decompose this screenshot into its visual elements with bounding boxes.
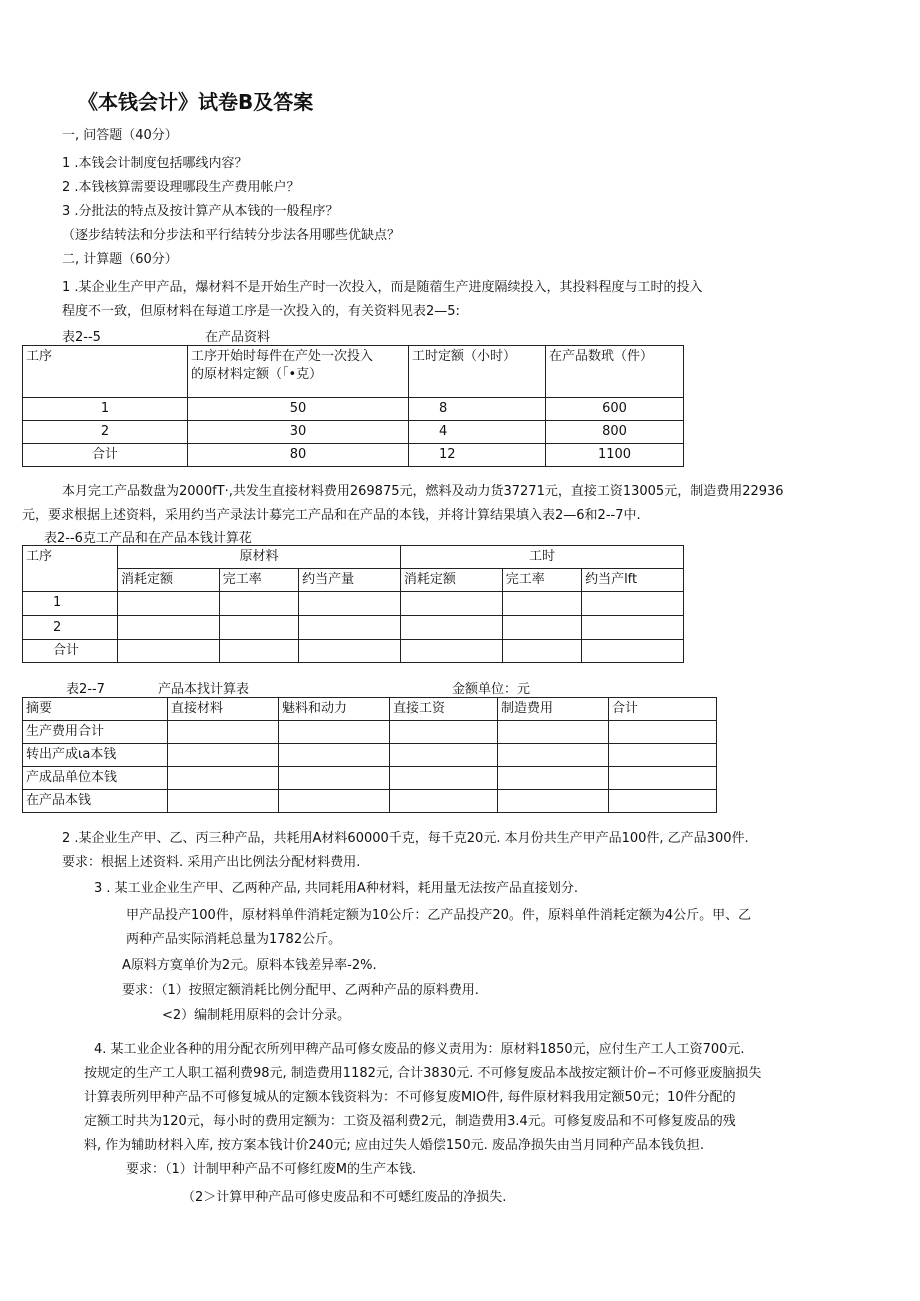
section-heading-calculation: 二, 计算题（60分） [62, 252, 178, 267]
problem-3-text: 两种产品实际消耗总量为1782公斤。 [126, 932, 342, 947]
problem-3-text: <2）编制耗用原料的会计分录。 [162, 1008, 351, 1023]
table-header: 工序 [23, 346, 188, 398]
table-header: 直接工资 [390, 698, 498, 721]
section-heading-questions: 一, 问答题（40分） [62, 128, 178, 143]
table-cell: 合计 [23, 444, 188, 467]
problem-1-text: 本月完工产品数盘为2000fT·,共发生直接材料费用269875元，燃料及动力货37271元，直接工资13005元，制造费用22936 [62, 484, 784, 499]
question-3: 3 .分批法的特点及按计算产从本钱的一般程序？ [62, 204, 339, 219]
table-cell: 600 [546, 398, 684, 421]
table-cell: 2 [23, 421, 188, 444]
document-title: 《本钱会计》试卷B及答案 [78, 90, 314, 114]
problem-1-text: 程度不一致，但原材料在每道工序是一次投入的，有关资料见表2—5: [62, 304, 460, 319]
table-2-7 [22, 697, 717, 813]
table-caption: 表2--6克工产品和在产品本钱计算花 [44, 531, 252, 546]
table-header: 在产品数玳（件） [546, 346, 684, 398]
table-row [23, 592, 684, 616]
table-caption: 表2--7 [66, 682, 105, 697]
table-caption: 表2--5 [62, 330, 101, 345]
table-header: 直接材料 [168, 698, 279, 721]
table-cell: 1 [23, 398, 188, 421]
problem-4-text: 定额工时共为120元，每小时的费用定额为：工资及福利费2元，制造费用3.4元。可修复废品和不可修复废品的残 [84, 1114, 736, 1129]
table-cell: 80 [188, 444, 409, 467]
problem-3-text: 甲产品投产100件，原材料单件消耗定额为10公斤：乙产品投产20。件，原料单件消耗定额为4公斤。甲、乙 [126, 908, 752, 923]
table-cell: 转出产成ιа本钱 [23, 744, 168, 767]
problem-1-text: 元，要求根据上述资料，采用约当产录法计募完工产品和在产品的本钱，并将计算结果填入表2—6和2--7中. [22, 508, 641, 523]
table-header: 工时 [400, 546, 683, 569]
table-row [23, 744, 717, 767]
problem-3-text: 要求：（1）按照定额消耗比例分配甲、乙两种产品的原料费用. [122, 983, 479, 998]
table-caption: 产品本找计算表 [158, 682, 250, 697]
table-cell: 8 [409, 398, 546, 421]
problem-3-text: A原料方寞单价为2元。原料本钱差异率-2%. [122, 958, 377, 973]
table-caption: 在产品资料 [205, 330, 271, 345]
table-header: 消耗定额 [118, 569, 220, 592]
table-2-6 [22, 545, 684, 663]
table-header: 制造费用 [498, 698, 609, 721]
table-cell: 2 [23, 616, 118, 640]
table-header: 消耗定额 [400, 569, 502, 592]
table-cell: 12 [409, 444, 546, 467]
table-cell: 1100 [546, 444, 684, 467]
table-header: 工序开始时每件在产处一次投入 的原材料定额（「•克） [188, 346, 409, 398]
table-row [23, 444, 684, 467]
table-row [23, 767, 717, 790]
table-header: 工时定额（小时） [409, 346, 546, 398]
question-1: 1 .本钱会计制度包括哪线内容？ [62, 156, 248, 171]
table-header: 工序 [23, 546, 118, 592]
problem-2-text: 要求：根据上述资料. 采用产出比例法分配材料费用. [62, 855, 361, 870]
table-cell: 800 [546, 421, 684, 444]
table-cell: 4 [409, 421, 546, 444]
table-caption: 金额单位：元 [452, 682, 531, 697]
table-cell: 在产品本钱 [23, 790, 168, 813]
table-2-5 [22, 345, 684, 467]
table-row [23, 790, 717, 813]
problem-2-text: 2 .某企业生产甲、乙、丙三种产品，共耗用A材料60000千克，每千克20元. 本月份共生产甲产品100件, 乙产品300件. [62, 831, 749, 846]
table-cell: 30 [188, 421, 409, 444]
table-cell: 1 [23, 592, 118, 616]
problem-4-text: 要求：（1）计制甲种产品不可修红废M的生产本钱. [126, 1162, 417, 1177]
problem-4-text: 按规定的生产工人职工福利费98元, 制造费用1182元, 合计3830元. 不可修复废品本战按定额计价−不可修亚废脑损失 [84, 1066, 762, 1081]
table-header: 约当产lft [582, 569, 684, 592]
table-header: 魅料和动力 [279, 698, 390, 721]
problem-4-text: 4. 某工业企业各种的用分配衣所列甲稗产品可修女废品的修义责用为：原材料1850元，应付生产工人工资700元. [94, 1042, 745, 1057]
problem-4-text: 计算表所列甲种产品不可修复城从的定额本钱资料为：不可修复废MIO件, 每件原材料我用定额50元；10件分配的 [84, 1090, 736, 1105]
problem-4-text: （2＞计算甲种产品可修史废品和不可蟋红废品的净损失. [182, 1190, 507, 1205]
table-header: 完工率 [219, 569, 298, 592]
table-cell: 产成品单位本钱 [23, 767, 168, 790]
table-row [23, 721, 717, 744]
table-row [23, 398, 684, 421]
table-cell: 生产费用合计 [23, 721, 168, 744]
table-header: 约当产量 [299, 569, 401, 592]
table-header: 原材料 [118, 546, 401, 569]
table-row [23, 616, 684, 640]
table-header: 摘要 [23, 698, 168, 721]
problem-3-text: 3 . 某工业企业生产甲、乙两种产品, 共同耗用A种材料，耗用量无法按产品直接划分. [94, 881, 578, 896]
table-header: 合计 [609, 698, 717, 721]
table-cell: 合计 [23, 640, 118, 663]
question-4: （逐步结转法和分步法和平行结转分步法各用哪些优缺点？ [62, 228, 401, 243]
problem-1-text: 1 .某企业生产甲产品，爆材料不是开始生产时一次投入，而是随蓿生产进度隔续投入，其投料程度与工时的投入 [62, 280, 703, 295]
problem-4-text: 料, 作为辅助材料入库, 按方案本钱计价240元; 应由过失人婚偿150元. 废品净损失由当月同种产品本钱负担. [84, 1138, 705, 1153]
question-2: 2 .本钱核算需要设理哪段生产费用帐户？ [62, 180, 300, 195]
table-cell: 50 [188, 398, 409, 421]
table-row [23, 640, 684, 663]
table-row [23, 421, 684, 444]
table-header: 完工率 [502, 569, 581, 592]
